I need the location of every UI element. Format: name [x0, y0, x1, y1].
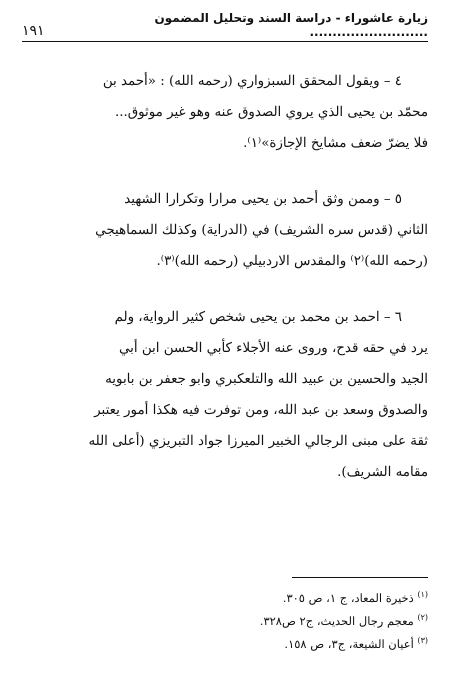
paragraph-line: الجيد والحسين بن عبيد الله والتلعكبري وابو جعفر بن بابويه — [105, 372, 428, 387]
paragraph-line: محمّد بن يحيى الذي يروي الصدوق عنه وهو غير موثوق... — [114, 105, 428, 120]
footnote-2 — [22, 610, 428, 633]
paragraph-4 — [22, 66, 428, 159]
footnote-text: ذخيرة المعاد، ج ١، ص ٣٠٥. — [282, 591, 414, 605]
footnote-3 — [22, 633, 428, 656]
footnote-marker: (١) — [417, 590, 428, 600]
paragraph-5 — [22, 184, 428, 277]
footnote-marker: (٣) — [417, 636, 428, 646]
paragraph-line: والصدوق وسعد بن عبد الله، ومن توفرت فيه هكذا أمور يعتبر — [94, 403, 428, 418]
paragraph-line: فلا يضرّ ضعف مشايخ الإجازة»⁽١⁾. — [243, 136, 428, 151]
footnotes — [22, 587, 428, 656]
footnote-separator — [292, 577, 428, 578]
paragraph-line: ٦ – احمد بن محمد بن يحيى شخص كثير الرواية، ولم — [114, 310, 402, 325]
footnote-marker: (٢) — [417, 613, 428, 623]
footnote-1 — [22, 587, 428, 610]
paragraph-line: (رحمه الله)⁽٢⁾ والمقدس الاردبيلي (رحمه الله)⁽٣⁾. — [156, 254, 428, 269]
body-text — [22, 66, 428, 488]
footnote-text: معجم رجال الحديث، ج٢ ص٣٢٨. — [259, 614, 414, 628]
footnote-text: أعيان الشيعة، ج٣، ص ١٥٨. — [284, 637, 414, 651]
running-header — [22, 11, 428, 42]
page-number: ١٩١ — [22, 23, 45, 39]
paragraph-line: ٥ – وممن وثق أحمد بن يحيى مرارا وتكرارا الشهيد — [124, 192, 402, 207]
paragraph-line: ٤ – ويقول المحقق السبزواري (رحمه الله) : «أحمد بن — [102, 74, 402, 89]
running-header-title: زيارة عاشوراء - دراسة السند وتحليل المضمون .......................... — [154, 11, 428, 39]
paragraph-line: مقامه الشريف). — [337, 465, 428, 480]
paragraph-6 — [22, 302, 428, 488]
paragraph-line: الثاني (قدس سره الشريف) في (الدراية) وكذلك السماهيجي — [95, 223, 428, 238]
paragraph-line: يرد في حقه قدح، وروى عنه الأجلاء كأبي الحسن ابن أبي — [118, 341, 428, 356]
paragraph-line: ثقة على مبنى الرجالي الخبير الميرزا جواد التبريزي (أعلى الله — [88, 434, 428, 449]
